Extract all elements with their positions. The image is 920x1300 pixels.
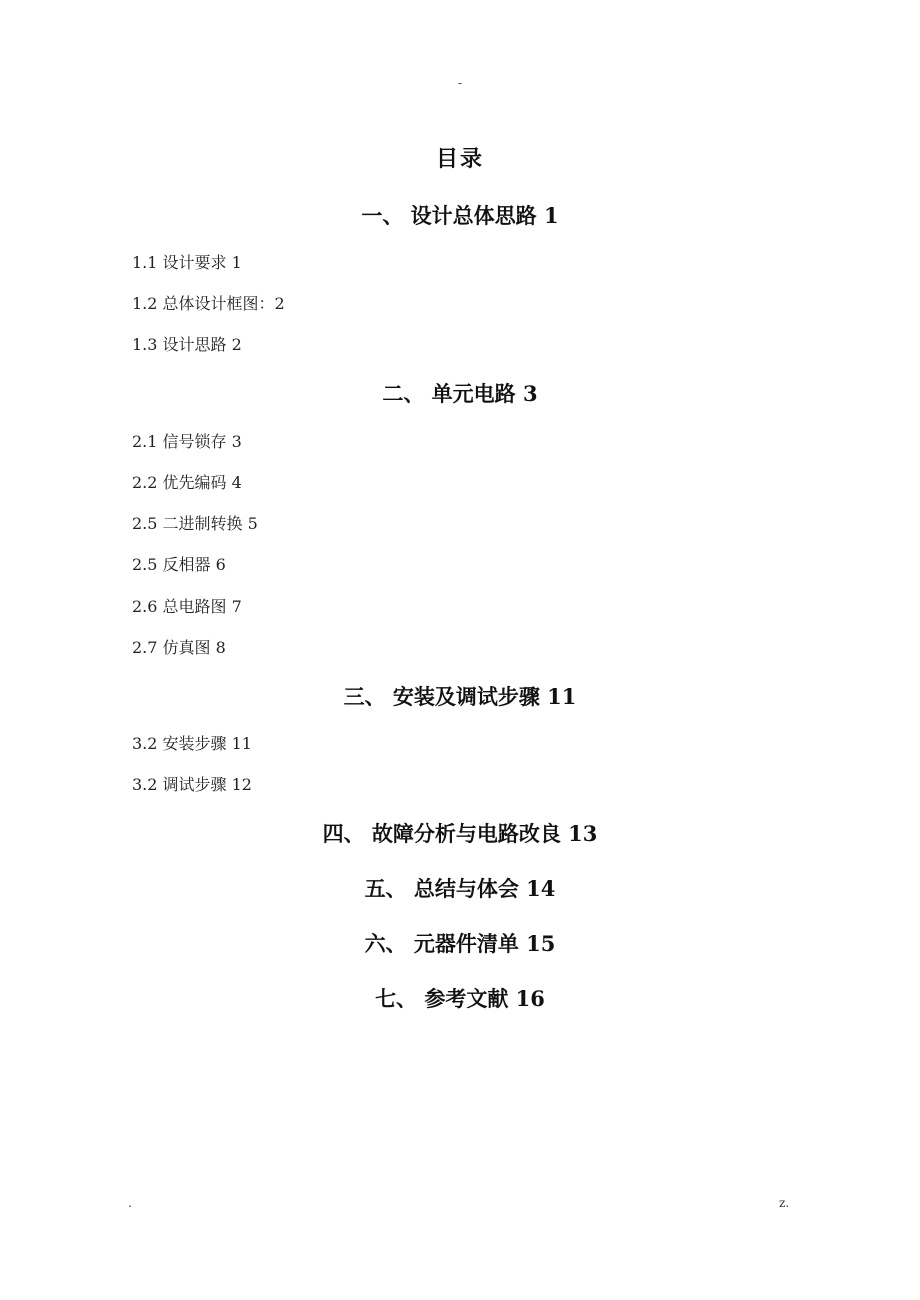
toc-title: 目录 [435,146,484,172]
toc-chapter-7[interactable]: 七、 参考文献 16 [375,986,545,1011]
toc-entry-3-2[interactable]: 3.2 调试步骤 12 [132,775,252,794]
toc-entry-3-1[interactable]: 3.2 安装步骤 11 [132,734,252,753]
toc-chapter-1[interactable]: 一、 设计总体思路 1 [361,203,559,228]
toc-entry-1-3[interactable]: 1.3 设计思路 2 [132,335,242,354]
toc-chapter-2[interactable]: 二、 单元电路 3 [382,381,538,406]
toc-entry-2-4[interactable]: 2.5 反相器 6 [132,555,226,574]
toc-entry-2-2[interactable]: 2.2 优先编码 4 [132,473,242,492]
page-header-mark: - [457,76,463,90]
toc-entry-1-2[interactable]: 1.2 总体设计框图：2 [132,294,285,313]
page-footer-right: z. [779,1196,790,1210]
toc-entry-2-1[interactable]: 2.1 信号锁存 3 [132,432,242,451]
toc-chapter-3[interactable]: 三、 安装及调试步骤 11 [343,684,577,709]
toc-chapter-5[interactable]: 五、 总结与体会 14 [364,876,556,901]
toc-entry-2-6[interactable]: 2.7 仿真图 8 [132,638,226,657]
toc-entry-1-1[interactable]: 1.1 设计要求 1 [132,253,242,272]
page-footer-left: . [128,1196,132,1210]
toc-chapter-4[interactable]: 四、 故障分析与电路改良 13 [322,821,598,846]
toc-entry-2-3[interactable]: 2.5 二进制转换 5 [132,514,258,533]
toc-chapter-6[interactable]: 六、 元器件清单 15 [364,931,556,956]
toc-entry-2-5[interactable]: 2.6 总电路图 7 [132,597,242,616]
